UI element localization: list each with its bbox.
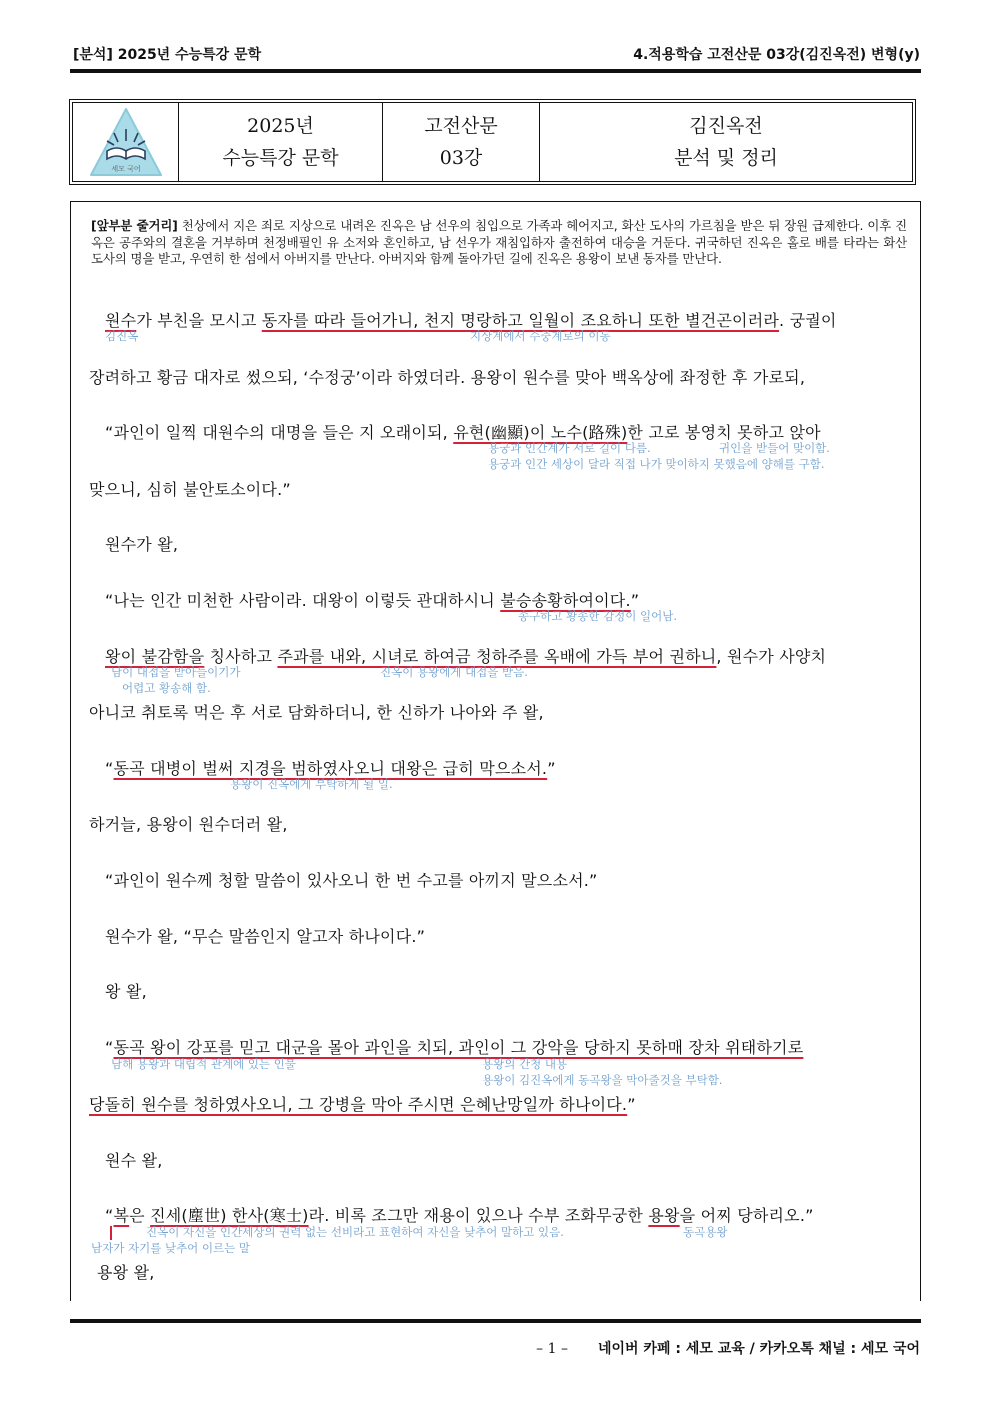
annotation-note: 용왕이 진옥에게 부탁하게 될 일. bbox=[230, 777, 393, 791]
text-span: 을 어찌 당하리오.” bbox=[679, 1206, 814, 1225]
text-line-15 bbox=[89, 1092, 636, 1115]
annotation-note: 김진옥 bbox=[105, 329, 139, 343]
underlined-phrase: 용왕 bbox=[648, 1206, 680, 1225]
text-span: “과인이 일찍 대원수의 대명을 들은 지 오래이되, bbox=[105, 423, 454, 442]
text-span: “ bbox=[105, 1206, 114, 1225]
footer-text: 네이버 카페 : 세모 교육 / 카카오톡 채널 : 세모 국어 bbox=[597, 1341, 920, 1357]
annotation-note: 용왕이 김진옥에게 동곡왕을 막아줄것을 부탁함. bbox=[482, 1073, 723, 1087]
underlined-phrase: 동곡 왕이 강포를 믿고 대군을 몰아 과인을 치되, 과인이 그 강악을 당하지 못하매 장차 위태하기로 bbox=[113, 1038, 804, 1057]
text-line-4: 맞으니, 심히 불안토소이다.” bbox=[89, 480, 291, 499]
text-line-11: “과인이 원수께 청할 말씀이 있사오니 한 번 수고를 아끼지 말으소서.” bbox=[105, 871, 598, 890]
text-line-12: 원수가 왈, “무슨 말씀인지 알고자 하나이다.” bbox=[105, 927, 426, 946]
text-line-18: 용왕 왈, bbox=[97, 1263, 155, 1282]
text-line-14 bbox=[105, 1035, 803, 1058]
text-line-2: 장려하고 황금 대자로 썼으되, ‘수정궁’이라 하였더라. 용왕이 원수를 맞아 백옥상에 좌정한 후 가로되, bbox=[89, 368, 806, 387]
underlined-phrase: 유현(幽顯)이 노수(路殊) bbox=[453, 423, 628, 442]
title-cell-work bbox=[540, 103, 912, 181]
logo-text: 세모 국어 bbox=[110, 165, 141, 173]
underlined-phrase: 당돌히 원수를 청하였사오니, 그 강병을 막아 주시면 은혜난망일까 하나이다. bbox=[89, 1095, 628, 1114]
text-span: “ bbox=[105, 759, 114, 778]
title-year: 2025년 bbox=[247, 115, 314, 137]
text-line-5: 원수가 왈, bbox=[105, 535, 179, 554]
underlined-phrase: 복 bbox=[113, 1206, 130, 1225]
annotation-note: 남자가 자기를 낮추어 이르는 말 bbox=[91, 1241, 251, 1255]
text-line-13: 왕 왈, bbox=[105, 982, 147, 1001]
underlined-phrase: 동자를 따라 들어가니, 천지 명랑하고 일월이 조요하니 또한 별건곤이러라 bbox=[261, 311, 780, 330]
title-cell-year bbox=[179, 103, 383, 181]
underlined-phrase: 동곡 대병이 벌써 지경을 범하였사오니 대왕은 급히 막으소서. bbox=[113, 759, 548, 778]
footer bbox=[536, 1338, 920, 1358]
underlined-phrase: 불승송황하여이다. bbox=[500, 591, 631, 610]
title-genre: 고전산문 bbox=[424, 115, 498, 137]
annotation-note: 용궁과 인간 세상이 달라 직접 나가 맞이하지 못했음에 양해를 구함. bbox=[488, 457, 825, 471]
content-box bbox=[70, 201, 921, 1301]
header-rule bbox=[70, 69, 921, 73]
text-span: 가 부친을 모시고 bbox=[136, 311, 262, 330]
text-span: ” bbox=[630, 591, 640, 610]
book-logo-icon bbox=[87, 105, 165, 179]
text-span: 은 bbox=[129, 1206, 151, 1225]
annotation-note: 지상계에서 수중계로의 이동 bbox=[470, 329, 611, 343]
annotation-note: 귀인을 받들어 맞이함. bbox=[719, 441, 830, 455]
page-number: – 1 – bbox=[536, 1341, 568, 1357]
plot-summary bbox=[91, 218, 907, 268]
text-span: “ bbox=[105, 1038, 114, 1057]
annotation-note: 남해 용왕과 대립적 관계에 있는 인물 bbox=[111, 1057, 296, 1071]
title-book: 수능특강 문학 bbox=[222, 147, 339, 169]
annotation-note: 진옥이 자신을 인간세상의 권력 없는 선비라고 표현하여 자신을 낮추어 말하고 있음. bbox=[146, 1225, 564, 1239]
title-chapter: 03강 bbox=[439, 147, 483, 169]
text-span: 칭사하고 bbox=[204, 647, 278, 666]
annotation-note: 송구하고 황송한 감정이 일어남. bbox=[518, 609, 678, 623]
annotation-note: 동곡용왕 bbox=[683, 1225, 728, 1239]
annotation-note: 남이 대접을 받아들이기가 bbox=[111, 665, 241, 679]
text-span: “나는 인간 미천한 사람이라. 대왕이 이렇듯 관대하시니 bbox=[105, 591, 501, 610]
text-line-17 bbox=[105, 1203, 814, 1226]
text-span: 한 고로 봉영치 못하고 앉아 bbox=[627, 423, 821, 442]
text-span: . 궁궐이 bbox=[779, 311, 837, 330]
annotation-note: 진옥이 용왕에게 대접을 받음. bbox=[380, 665, 528, 679]
summary-text: 천상에서 지은 죄로 지상으로 내려온 진옥은 남 선우의 침입으로 가족과 헤어지고, 화산 도사의 가르침을 받은 뒤 장원 급제한다. 이후 진옥은 공주와의 결혼을 거부하며 천정배필인 유 소저와 혼인하고, 남 선우가 재침입하자 출전하여 대승을 거둔다. 귀국하던 진옥은 홀로 배를 타라는 화산 도사의 명을 받고, 우연히 한 섬에서 아버지를 만난다. 아버지와 함께 돌아가던 길에 진옥은 용왕이 보낸 동자를 만난다. bbox=[91, 218, 907, 266]
annotation-note: 어렵고 황송해 함. bbox=[122, 681, 211, 695]
text-line-10: 하거늘, 용왕이 원수더러 왈, bbox=[89, 815, 288, 834]
header-right: 4.적용학습 고전산문 03강(김진옥전) 변형(y) bbox=[633, 47, 920, 63]
footer-rule bbox=[70, 1319, 921, 1323]
text-span: , 원수가 사양치 bbox=[716, 647, 827, 666]
text-span: ” bbox=[547, 759, 556, 778]
annotation-note: 용왕의 간청 내용 bbox=[482, 1057, 568, 1071]
text-line-3 bbox=[105, 420, 821, 443]
text-line-16: 원수 왈, bbox=[105, 1151, 163, 1170]
title-cell-chapter bbox=[383, 103, 540, 181]
text-span: ” bbox=[627, 1095, 636, 1114]
annotation-note: 용궁과 인간계가 서로 길이 다름. bbox=[488, 441, 651, 455]
header-left: [분석] 2025년 수능특강 문학 bbox=[73, 47, 262, 63]
summary-label: [앞부분 줄거리] bbox=[91, 218, 178, 233]
red-mark bbox=[110, 1226, 112, 1240]
title-analysis: 분석 및 정리 bbox=[674, 147, 778, 169]
text-line-8: 아니코 취토록 먹은 후 서로 담화하더니, 한 신하가 나아와 주 왈, bbox=[89, 703, 544, 722]
logo-cell bbox=[73, 103, 179, 181]
underlined-phrase: 왕이 불감함을 bbox=[105, 647, 205, 666]
underlined-phrase: 주과를 내와, 시녀로 하여금 청하주를 옥배에 가득 부어 권하니 bbox=[277, 647, 717, 666]
underlined-phrase: 원수 bbox=[105, 311, 137, 330]
underlined-phrase: 진세(塵世) 한사(寒士) bbox=[150, 1206, 309, 1225]
text-span: 라. 비록 조그만 재용이 있으나 수부 조화무궁한 bbox=[308, 1206, 649, 1225]
title-work: 김진옥전 bbox=[689, 115, 763, 137]
title-box bbox=[69, 99, 916, 185]
